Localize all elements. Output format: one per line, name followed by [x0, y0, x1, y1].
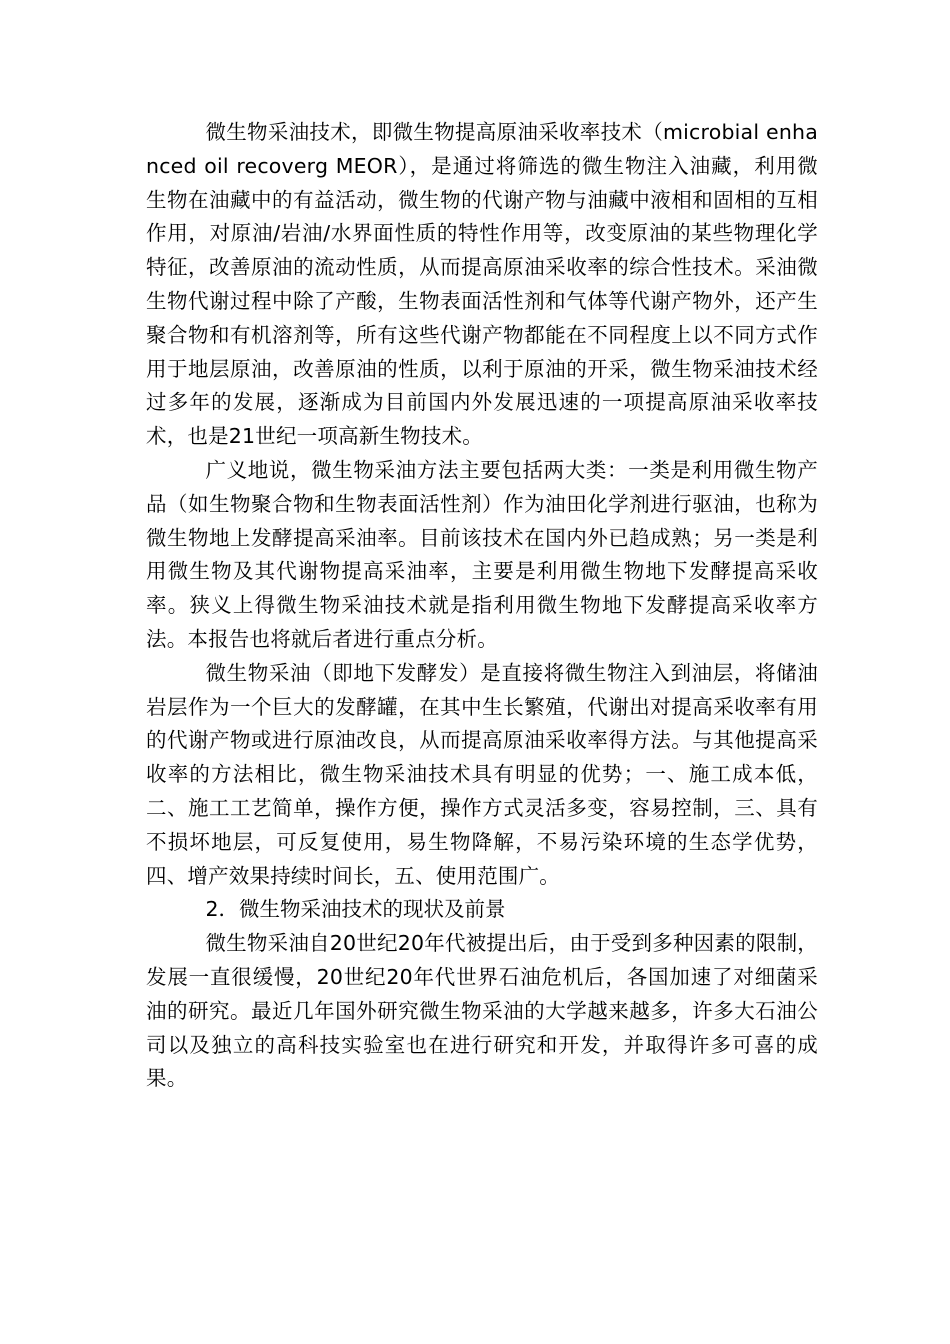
- section-heading: 2．微生物采油技术的现状及前景: [205, 897, 506, 922]
- paragraph-broad-classification: 广义地说，微生物采油方法主要包括两大类：一类是利用微生物产品（如生物聚合物和生物表面活性剂）作为油田化学剂进行驱油，也称为微生物地上发酵提高采油率。目前该技术在国内外已趋成熟；另一类是利用微生物及其代谢物提高采油率，主要是利用微生物地下发酵提高采收率。狭义上得微生物采油技术就是指利用微生物地下发酵提高采收率方法。本报告也将就后者进行重点分析。: [146, 457, 818, 651]
- document-page: [146, 116, 818, 1096]
- paragraph-meor-definition: 微生物采油技术，即微生物提高原油采收率技术（microbial enhanced oil recoverg MEOR），是通过将筛选的微生物注入油藏，利用微生物在油藏中的有益活动，微生物的代谢产物与油藏中液相和固相的互相作用，对原油/岩油/水界面性质的特性作用等，改变原油的某些物理化学特征，改善原油的流动性质，从而提高原油采收率的综合性技术。采油微生物代谢过程中除了产酸，生物表面活性剂和气体等代谢产物外，还产生聚合物和有机溶剂等，所有这些代谢产物都能在不同程度上以不同方式作用于地层原油，改善原油的性质，以利于原油的开采，微生物采油技术经过多年的发展，逐渐成为目前国内外发展迅速的一项提高原油采收率技术，也是21世纪一项高新生物技术。: [146, 120, 818, 449]
- paragraph-advantages: 微生物采油（即地下发酵发）是直接将微生物注入到油层，将储油岩层作为一个巨大的发酵罐，在其中生长繁殖，代谢出对提高采收率有用的代谢产物或进行原油改良，从而提高原油采收率得方法。与其他提高采收率的方法相比，微生物采油技术具有明显的优势；一、施工成本低，二、施工工艺简单，操作方便，操作方式灵活多变，容易控制，三、具有不损坏地层，可反复使用，易生物降解，不易污染环境的生态学优势，四、增产效果持续时间长，五、使用范围广。: [146, 660, 818, 888]
- paragraph-history: 微生物采油自20世纪20年代被提出后，由于受到多种因素的限制，发展一直很缓慢，20世纪20年代世界石油危机后，各国加速了对细菌采油的研究。最近几年国外研究微生物采油的大学越来越多，许多大石油公司以及独立的高科技实验室也在进行研究和开发，并取得许多可喜的成果。: [146, 931, 818, 1091]
